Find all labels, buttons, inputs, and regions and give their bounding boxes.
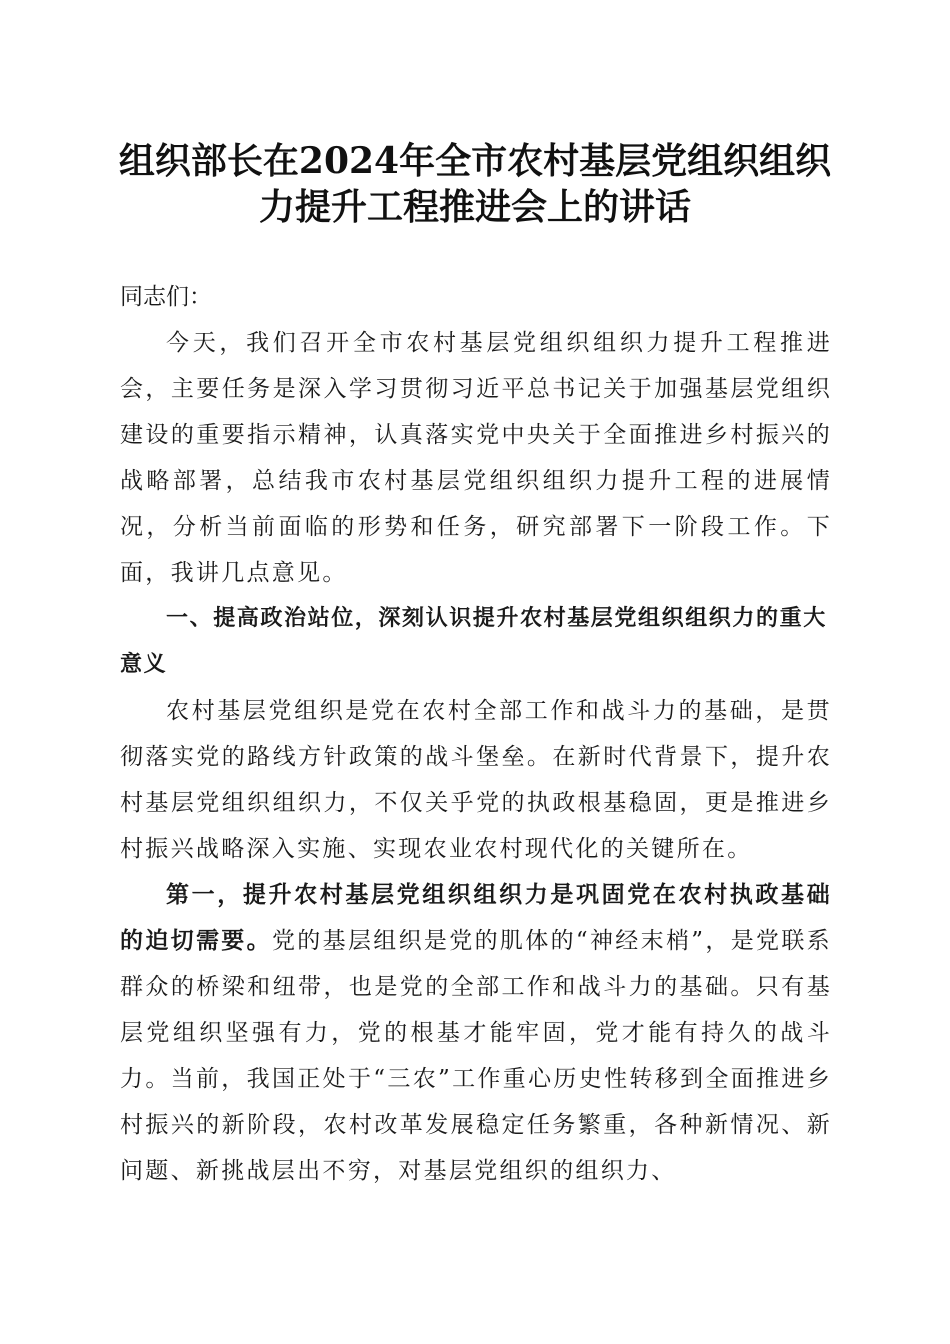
first-point-lead: 第一，提升农村基层党组织组织力是巩固党在农村执政基础的迫切需要。 [120,881,832,954]
section-heading-1: 一、提高政治站位，深刻认识提升农村基层党组织组织力的重大意义 [120,606,827,677]
title-line-2: 力提升工程推进会上的讲话 [258,186,691,228]
paragraph-intro: 今天，我们召开全市农村基层党组织组织力提升工程推进会，主要任务是深入学习贯彻习近平总书记关于加强基层党组织建设的重要指示精神，认真落实党中央关于全面推进乡村振兴的战略部署，总结我市农村基层党组织组织力提升工程的进展情况，分析当前面临的形势和任务，研究部署下一阶段工作。下面，我讲几点意见。 [120,330,832,586]
paragraph-significance: 农村基层党组织是党在农村全部工作和战斗力的基础，是贯彻落实党的路线方针政策的战斗堡垒。在新时代背景下，提升农村基层党组织组织力，不仅关乎党的执政根基稳固，更是推进乡村振兴战略深入实施、实现农业农村现代化的关键所在。 [120,698,832,862]
document-body [120,274,832,1194]
first-point-body: 党的基层组织是党的肌体的“神经末梢”，是党联系群众的桥梁和纽带，也是党的全部工作和战斗力的基础。只有基层党组织坚强有力，党的根基才能牢固，党才能有持久的战斗力。当前，我国正处于“三农”工作重心历史性转移到全面推进乡村振兴的新阶段，农村改革发展稳定任务繁重，各种新情况、新问题、新挑战层出不穷，对基层党组织的组织力、 [120,928,832,1184]
salutation: 同志们： [120,284,212,310]
title-line-1: 组织部长在2024年全市农村基层党组织组织 [118,140,832,182]
document-title [100,138,850,230]
paragraph-first-point [120,872,832,1194]
